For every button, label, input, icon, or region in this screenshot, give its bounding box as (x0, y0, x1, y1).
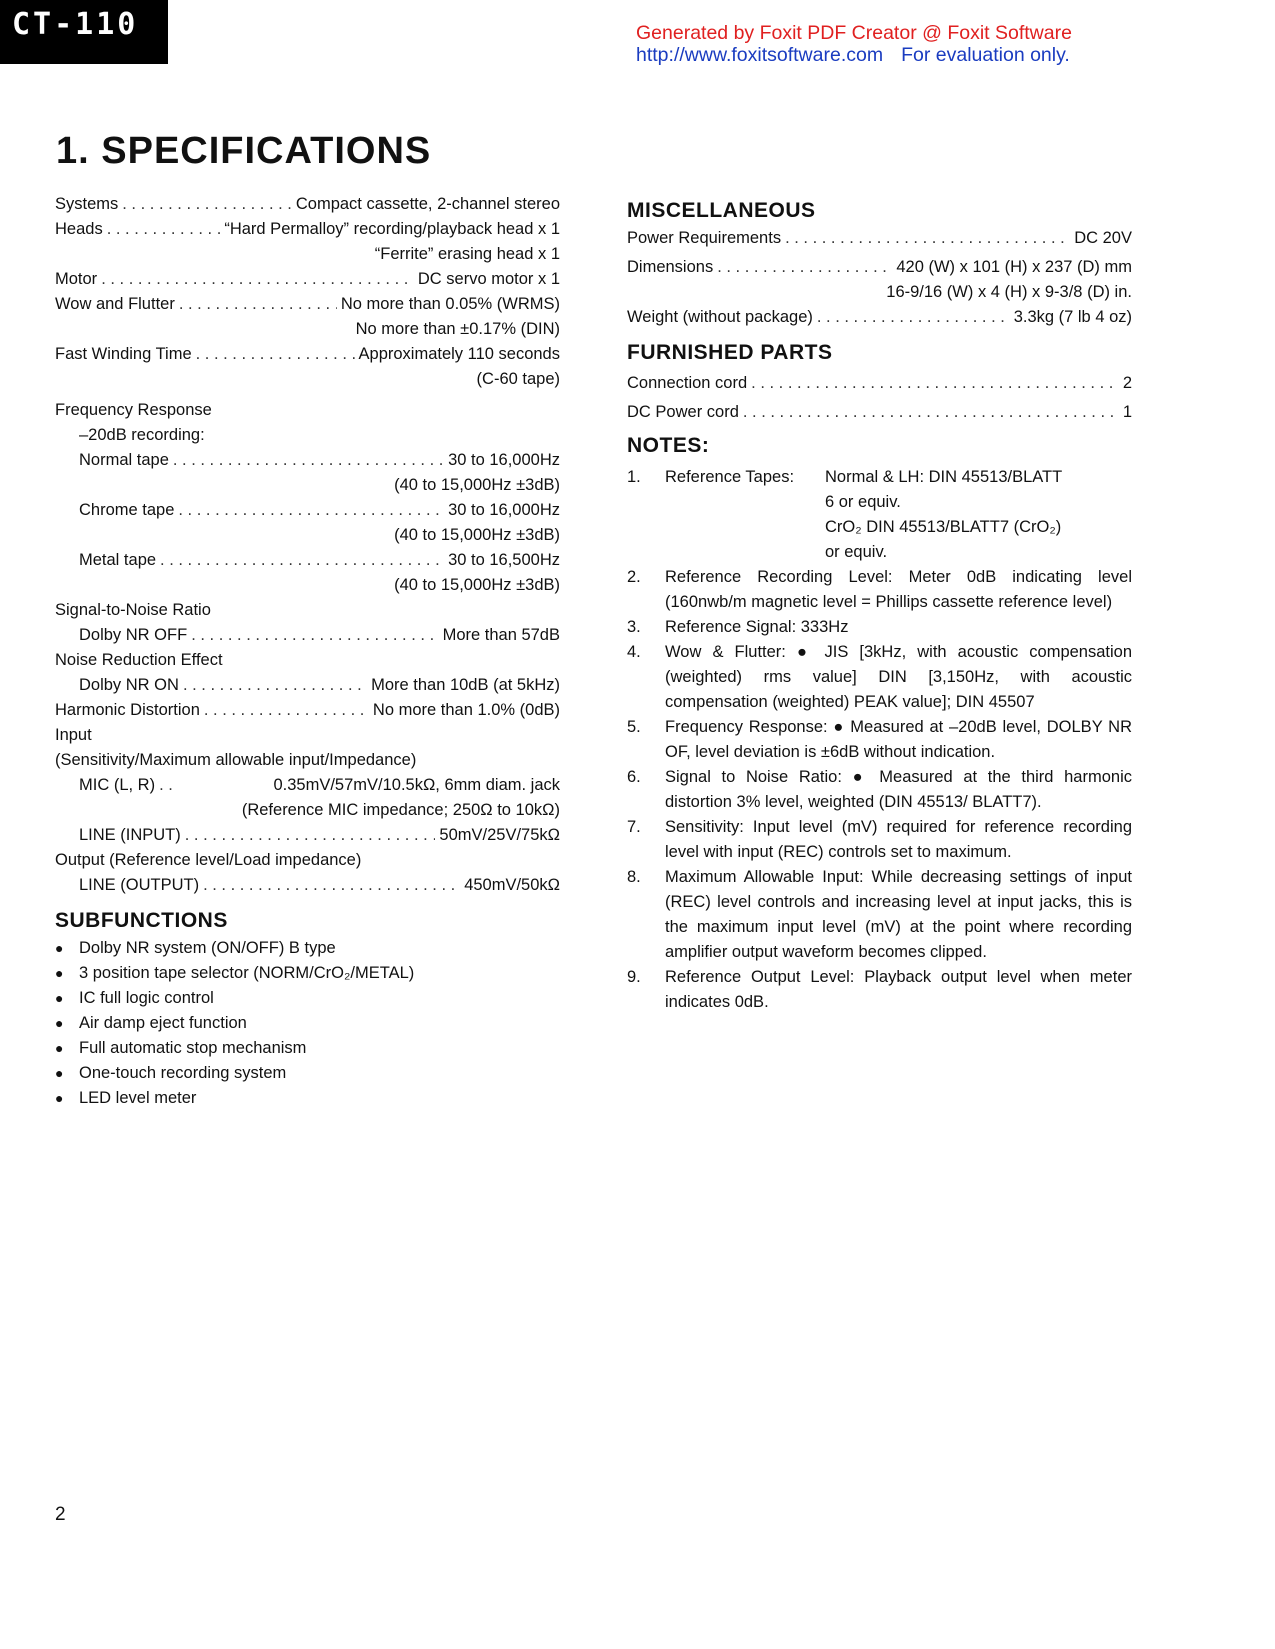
watermark-line2 (636, 44, 1072, 66)
spec-input-sub: (Sensitivity/Maximum allowable input/Impedance) (55, 751, 417, 769)
spec-metal-tape-cont: (40 to 15,000Hz ±3dB) (394, 576, 560, 594)
spec-weight: Weight (without package) . . . 3.3kg (7 lb 4 oz) (627, 305, 1132, 330)
note-item: 5. Frequency Response: ● Measured at –20dB level, DOLBY NR OF, level deviation is ±6dB without indication. (627, 718, 1132, 761)
spec-chrome-tape-cont: (40 to 15,000Hz ±3dB) (394, 526, 560, 544)
note-item: 8. Maximum Allowable Input: While decreasing settings of input (REC) level controls and increasing level at input jacks, this is the maximum input level (mV) at the point where recording amplifier output waveform becomes clipped. (627, 868, 1132, 961)
bullet-icon: ● (55, 940, 64, 956)
furnished-heading: FURNISHED PARTS (627, 341, 833, 364)
bullet-icon: ● (55, 1065, 64, 1081)
note-item: 6. Signal to Noise Ratio: ● Measured at the third harmonic distortion 3% level, weighted (DIN 45513/ BLATT7). (627, 768, 1132, 811)
spec-metal-tape: Metal tape . . . 30 to 16,500Hz (55, 548, 560, 573)
list-item: ● 3 position tape selector (NORM/CrO₂/METAL) (55, 961, 560, 986)
subfunctions-list (55, 936, 560, 1111)
list-item: ● One-touch recording system (55, 1061, 560, 1086)
spec-fast-winding-cont: (C-60 tape) (476, 370, 560, 388)
spec-harmonic: Harmonic Distortion . . . No more than 1.0% (0dB) (55, 698, 560, 723)
watermark (636, 22, 1072, 66)
spec-snr-label: Signal-to-Noise Ratio (55, 601, 211, 619)
spec-freq-sub: –20dB recording: (79, 426, 205, 444)
bullet-icon: ● (55, 990, 64, 1006)
spec-nre-label: Noise Reduction Effect (55, 651, 223, 669)
watermark-eval: For evaluation only. (901, 44, 1070, 66)
part-connection-cord: Connection cord . . . 2 (627, 371, 1132, 396)
spec-dimensions: Dimensions . . . 420 (W) x 101 (H) x 237 (D) mm (627, 255, 1132, 280)
spec-heads: Heads . . . “Hard Permalloy” recording/playback head x 1 (55, 217, 560, 242)
spec-output-label: Output (Reference level/Load impedance) (55, 851, 362, 869)
note-item: 4. Wow & Flutter: ● JIS [3kHz, with acoustic compensation (weighted) rms value] DIN [3,150Hz, with acoustic compensation (weighted) PEAK value]; DIN 45507 (627, 643, 1132, 711)
specs-left-column (55, 192, 560, 1111)
spec-normal-tape-cont: (40 to 15,000Hz ±3dB) (394, 476, 560, 494)
model-label: CT-110 (12, 7, 139, 42)
list-item: ● Full automatic stop mechanism (55, 1036, 560, 1061)
spec-input-label: Input (55, 726, 92, 744)
spec-freq-label: Frequency Response (55, 401, 212, 419)
spec-mic-cont: (Reference MIC impedance; 250Ω to 10kΩ) (241, 801, 560, 819)
list-item: ● LED level meter (55, 1086, 560, 1111)
spec-line-input: LINE (INPUT) . . . 50mV/25V/75kΩ (55, 823, 560, 848)
spec-wow-flutter: Wow and Flutter . . . No more than 0.05% (WRMS) (55, 292, 560, 317)
list-item: ● Dolby NR system (ON/OFF) B type (55, 936, 560, 961)
part-dc-power-cord: DC Power cord . . . 1 (627, 400, 1132, 425)
note-item: 7. Sensitivity: Input level (mV) required for reference recording level with input (REC) controls set to maximum. (627, 818, 1132, 861)
bullet-icon: ● (55, 1090, 64, 1106)
note-item: 2. Reference Recording Level: Meter 0dB indicating level (160nwb/m magnetic level = Phillips cassette reference level) (627, 568, 1132, 611)
notes-heading: NOTES: (627, 434, 710, 457)
note-item: 3. Reference Signal: 333Hz (627, 618, 849, 636)
list-item: ● Air damp eject function (55, 1011, 560, 1036)
spec-systems: Systems . . . Compact cassette, 2-channel stereo (55, 192, 560, 217)
spec-wow-flutter-cont: No more than ±0.17% (DIN) (355, 320, 560, 338)
model-tab (0, 0, 168, 64)
page-number: 2 (55, 1504, 66, 1525)
note-item: 9. Reference Output Level: Playback output level when meter indicates 0dB. (627, 968, 1132, 1011)
spec-heads-cont: “Ferrite” erasing head x 1 (374, 245, 560, 263)
list-item: ● IC full logic control (55, 986, 560, 1011)
spec-fast-winding: Fast Winding Time . . . Approximately 110 seconds (55, 342, 560, 367)
watermark-url[interactable]: http://www.foxitsoftware.com (636, 44, 884, 66)
note-item: 1. Reference Tapes: Normal & LH: DIN 45513/BLATT 6 or equiv. CrO₂ DIN 45513/BLATT7 (CrO₂) or equiv. (627, 468, 1063, 561)
spec-line-output: LINE (OUTPUT) . . . 450mV/50kΩ (55, 873, 560, 898)
spec-dolby-on: Dolby NR ON . . . More than 10dB (at 5kHz) (55, 673, 560, 698)
spec-dimensions-cont: 16-9/16 (W) x 4 (H) x 9-3/8 (D) in. (886, 283, 1132, 301)
spec-chrome-tape: Chrome tape . . . 30 to 16,000Hz (55, 498, 560, 523)
spec-normal-tape: Normal tape . . . 30 to 16,000Hz (55, 448, 560, 473)
misc-heading: MISCELLANEOUS (627, 199, 816, 222)
spec-mic: MIC (L, R) . . . 0.35mV/57mV/10.5kΩ, 6mm diam. jack (55, 773, 560, 798)
spec-power: Power Requirements . . . DC 20V (627, 226, 1132, 251)
spec-dolby-off: Dolby NR OFF . . . More than 57dB (55, 623, 560, 648)
bullet-icon: ● (55, 1040, 64, 1056)
page-title: 1. SPECIFICATIONS (56, 130, 432, 172)
bullet-icon: ● (55, 1015, 64, 1031)
watermark-line1: Generated by Foxit PDF Creator @ Foxit Software (636, 22, 1072, 44)
spec-motor: Motor . . . DC servo motor x 1 (55, 267, 560, 292)
subfunctions-heading: SUBFUNCTIONS (55, 909, 228, 932)
bullet-icon: ● (55, 965, 64, 981)
specs-right-column (627, 192, 1132, 1015)
